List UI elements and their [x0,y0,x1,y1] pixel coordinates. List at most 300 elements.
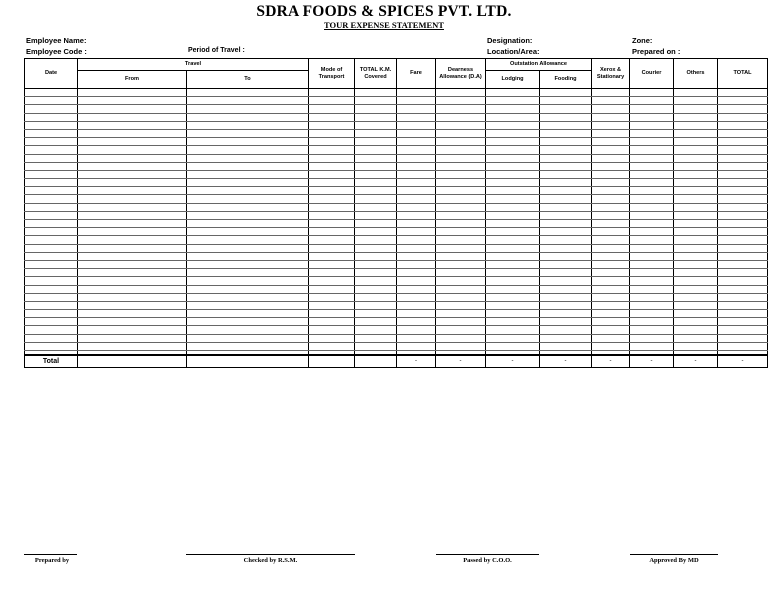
cell-from[interactable] [78,179,187,187]
cell-total[interactable] [718,236,768,244]
cell-da[interactable] [436,105,486,113]
cell-courier[interactable] [630,342,674,350]
cell-da[interactable] [436,220,486,228]
cell-to[interactable] [187,310,309,318]
cell-to[interactable] [187,342,309,350]
cell-date[interactable] [25,342,78,350]
cell-km[interactable] [355,179,397,187]
cell-total[interactable] [718,97,768,105]
cell-da[interactable] [436,285,486,293]
cell-total[interactable] [718,260,768,268]
cell-fooding[interactable] [540,252,592,260]
cell-to[interactable] [187,170,309,178]
cell-total[interactable] [718,129,768,137]
cell-mode[interactable] [309,326,355,334]
cell-da[interactable] [436,89,486,97]
cell-date[interactable] [25,228,78,236]
cell-da[interactable] [436,293,486,301]
cell-xerox[interactable] [592,195,630,203]
cell-date[interactable] [25,105,78,113]
cell-lodging[interactable] [486,220,540,228]
cell-courier[interactable] [630,293,674,301]
cell-da[interactable] [436,138,486,146]
cell-mode[interactable] [309,138,355,146]
cell-fare[interactable] [397,269,436,277]
cell-xerox[interactable] [592,236,630,244]
cell-fare[interactable] [397,334,436,342]
cell-others[interactable] [674,97,718,105]
cell-xerox[interactable] [592,318,630,326]
cell-total[interactable] [718,228,768,236]
cell-xerox[interactable] [592,293,630,301]
cell-others[interactable] [674,277,718,285]
cell-km[interactable] [355,244,397,252]
cell-courier[interactable] [630,334,674,342]
cell-total[interactable] [718,342,768,350]
cell-courier[interactable] [630,260,674,268]
cell-lodging[interactable] [486,252,540,260]
cell-da[interactable] [436,195,486,203]
cell-from[interactable] [78,244,187,252]
cell-fare[interactable] [397,342,436,350]
cell-from[interactable] [78,203,187,211]
cell-courier[interactable] [630,121,674,129]
cell-others[interactable] [674,187,718,195]
cell-to[interactable] [187,154,309,162]
cell-from[interactable] [78,342,187,350]
cell-mode[interactable] [309,301,355,309]
cell-others[interactable] [674,162,718,170]
cell-fare[interactable] [397,97,436,105]
cell-mode[interactable] [309,236,355,244]
cell-courier[interactable] [630,244,674,252]
cell-courier[interactable] [630,277,674,285]
cell-lodging[interactable] [486,334,540,342]
cell-fooding[interactable] [540,113,592,121]
cell-fooding[interactable] [540,310,592,318]
cell-mode[interactable] [309,293,355,301]
cell-from[interactable] [78,236,187,244]
cell-lodging[interactable] [486,211,540,219]
cell-courier[interactable] [630,301,674,309]
cell-fare[interactable] [397,285,436,293]
cell-mode[interactable] [309,342,355,350]
cell-da[interactable] [436,244,486,252]
cell-da[interactable] [436,179,486,187]
cell-courier[interactable] [630,195,674,203]
cell-da[interactable] [436,162,486,170]
cell-fare[interactable] [397,187,436,195]
cell-mode[interactable] [309,89,355,97]
cell-fare[interactable] [397,195,436,203]
cell-fare[interactable] [397,310,436,318]
cell-fooding[interactable] [540,260,592,268]
cell-date[interactable] [25,301,78,309]
cell-lodging[interactable] [486,285,540,293]
cell-from[interactable] [78,113,187,121]
cell-lodging[interactable] [486,187,540,195]
cell-from[interactable] [78,269,187,277]
cell-xerox[interactable] [592,113,630,121]
cell-fare[interactable] [397,228,436,236]
cell-to[interactable] [187,203,309,211]
cell-courier[interactable] [630,89,674,97]
cell-fooding[interactable] [540,277,592,285]
cell-lodging[interactable] [486,89,540,97]
cell-others[interactable] [674,318,718,326]
cell-km[interactable] [355,170,397,178]
cell-date[interactable] [25,252,78,260]
cell-courier[interactable] [630,318,674,326]
cell-mode[interactable] [309,252,355,260]
cell-total[interactable] [718,121,768,129]
cell-xerox[interactable] [592,269,630,277]
cell-xerox[interactable] [592,301,630,309]
cell-xerox[interactable] [592,285,630,293]
cell-xerox[interactable] [592,310,630,318]
cell-from[interactable] [78,334,187,342]
cell-km[interactable] [355,154,397,162]
cell-xerox[interactable] [592,105,630,113]
cell-km[interactable] [355,121,397,129]
cell-km[interactable] [355,146,397,154]
cell-da[interactable] [436,252,486,260]
cell-from[interactable] [78,318,187,326]
cell-mode[interactable] [309,334,355,342]
cell-fare[interactable] [397,220,436,228]
cell-from[interactable] [78,187,187,195]
cell-others[interactable] [674,146,718,154]
cell-others[interactable] [674,138,718,146]
cell-to[interactable] [187,301,309,309]
cell-lodging[interactable] [486,129,540,137]
cell-fooding[interactable] [540,129,592,137]
cell-to[interactable] [187,179,309,187]
cell-mode[interactable] [309,277,355,285]
cell-date[interactable] [25,326,78,334]
cell-fare[interactable] [397,179,436,187]
cell-to[interactable] [187,277,309,285]
cell-from[interactable] [78,89,187,97]
cell-total[interactable] [718,277,768,285]
cell-others[interactable] [674,211,718,219]
cell-to[interactable] [187,89,309,97]
cell-xerox[interactable] [592,89,630,97]
cell-lodging[interactable] [486,195,540,203]
cell-others[interactable] [674,220,718,228]
cell-da[interactable] [436,260,486,268]
cell-km[interactable] [355,89,397,97]
cell-da[interactable] [436,97,486,105]
cell-to[interactable] [187,285,309,293]
cell-courier[interactable] [630,203,674,211]
cell-lodging[interactable] [486,277,540,285]
cell-da[interactable] [436,310,486,318]
cell-date[interactable] [25,310,78,318]
cell-date[interactable] [25,146,78,154]
cell-others[interactable] [674,179,718,187]
cell-others[interactable] [674,293,718,301]
cell-fooding[interactable] [540,162,592,170]
cell-date[interactable] [25,129,78,137]
cell-to[interactable] [187,162,309,170]
cell-fooding[interactable] [540,211,592,219]
cell-from[interactable] [78,260,187,268]
cell-fooding[interactable] [540,195,592,203]
cell-lodging[interactable] [486,293,540,301]
cell-others[interactable] [674,244,718,252]
cell-to[interactable] [187,105,309,113]
cell-date[interactable] [25,244,78,252]
cell-mode[interactable] [309,146,355,154]
cell-km[interactable] [355,162,397,170]
cell-from[interactable] [78,285,187,293]
cell-fooding[interactable] [540,244,592,252]
cell-total[interactable] [718,244,768,252]
cell-km[interactable] [355,195,397,203]
cell-km[interactable] [355,277,397,285]
cell-km[interactable] [355,293,397,301]
cell-xerox[interactable] [592,220,630,228]
cell-fooding[interactable] [540,236,592,244]
cell-da[interactable] [436,129,486,137]
cell-mode[interactable] [309,211,355,219]
cell-lodging[interactable] [486,269,540,277]
cell-from[interactable] [78,301,187,309]
cell-mode[interactable] [309,310,355,318]
cell-fooding[interactable] [540,293,592,301]
cell-date[interactable] [25,260,78,268]
cell-date[interactable] [25,318,78,326]
cell-fooding[interactable] [540,179,592,187]
cell-courier[interactable] [630,113,674,121]
cell-to[interactable] [187,146,309,154]
cell-fare[interactable] [397,277,436,285]
cell-xerox[interactable] [592,326,630,334]
cell-da[interactable] [436,277,486,285]
cell-xerox[interactable] [592,170,630,178]
cell-fooding[interactable] [540,138,592,146]
cell-km[interactable] [355,236,397,244]
cell-fooding[interactable] [540,228,592,236]
cell-courier[interactable] [630,138,674,146]
cell-others[interactable] [674,342,718,350]
cell-xerox[interactable] [592,228,630,236]
cell-fare[interactable] [397,162,436,170]
cell-km[interactable] [355,285,397,293]
cell-total[interactable] [718,310,768,318]
cell-lodging[interactable] [486,170,540,178]
cell-to[interactable] [187,220,309,228]
cell-total[interactable] [718,154,768,162]
cell-lodging[interactable] [486,342,540,350]
cell-others[interactable] [674,121,718,129]
cell-mode[interactable] [309,162,355,170]
cell-fare[interactable] [397,105,436,113]
cell-xerox[interactable] [592,138,630,146]
cell-from[interactable] [78,211,187,219]
cell-mode[interactable] [309,228,355,236]
cell-xerox[interactable] [592,121,630,129]
cell-total[interactable] [718,105,768,113]
cell-fooding[interactable] [540,121,592,129]
cell-others[interactable] [674,301,718,309]
cell-da[interactable] [436,154,486,162]
cell-km[interactable] [355,203,397,211]
cell-xerox[interactable] [592,146,630,154]
cell-courier[interactable] [630,105,674,113]
cell-da[interactable] [436,113,486,121]
cell-total[interactable] [718,89,768,97]
cell-km[interactable] [355,113,397,121]
cell-fooding[interactable] [540,146,592,154]
cell-km[interactable] [355,228,397,236]
cell-date[interactable] [25,334,78,342]
cell-km[interactable] [355,310,397,318]
cell-courier[interactable] [630,187,674,195]
cell-date[interactable] [25,195,78,203]
cell-da[interactable] [436,334,486,342]
cell-mode[interactable] [309,187,355,195]
cell-courier[interactable] [630,285,674,293]
cell-courier[interactable] [630,170,674,178]
cell-fooding[interactable] [540,318,592,326]
cell-lodging[interactable] [486,179,540,187]
cell-from[interactable] [78,195,187,203]
cell-fare[interactable] [397,138,436,146]
cell-da[interactable] [436,121,486,129]
cell-fare[interactable] [397,89,436,97]
cell-fooding[interactable] [540,269,592,277]
cell-date[interactable] [25,236,78,244]
cell-fooding[interactable] [540,285,592,293]
cell-da[interactable] [436,187,486,195]
cell-km[interactable] [355,97,397,105]
cell-lodging[interactable] [486,260,540,268]
cell-da[interactable] [436,236,486,244]
cell-xerox[interactable] [592,97,630,105]
cell-lodging[interactable] [486,138,540,146]
cell-courier[interactable] [630,220,674,228]
cell-from[interactable] [78,121,187,129]
cell-date[interactable] [25,220,78,228]
cell-to[interactable] [187,138,309,146]
cell-total[interactable] [718,170,768,178]
cell-km[interactable] [355,220,397,228]
cell-lodging[interactable] [486,318,540,326]
cell-total[interactable] [718,211,768,219]
cell-km[interactable] [355,138,397,146]
cell-da[interactable] [436,228,486,236]
cell-fare[interactable] [397,326,436,334]
cell-km[interactable] [355,269,397,277]
cell-to[interactable] [187,269,309,277]
cell-others[interactable] [674,326,718,334]
cell-total[interactable] [718,138,768,146]
cell-total[interactable] [718,203,768,211]
cell-to[interactable] [187,121,309,129]
cell-lodging[interactable] [486,113,540,121]
cell-others[interactable] [674,334,718,342]
cell-km[interactable] [355,252,397,260]
cell-fooding[interactable] [540,89,592,97]
cell-to[interactable] [187,244,309,252]
cell-mode[interactable] [309,203,355,211]
cell-xerox[interactable] [592,244,630,252]
cell-fare[interactable] [397,318,436,326]
cell-date[interactable] [25,113,78,121]
cell-mode[interactable] [309,318,355,326]
cell-to[interactable] [187,318,309,326]
cell-fooding[interactable] [540,170,592,178]
cell-lodging[interactable] [486,203,540,211]
cell-from[interactable] [78,220,187,228]
cell-fare[interactable] [397,129,436,137]
cell-date[interactable] [25,97,78,105]
cell-others[interactable] [674,236,718,244]
cell-mode[interactable] [309,269,355,277]
cell-da[interactable] [436,203,486,211]
cell-from[interactable] [78,105,187,113]
cell-xerox[interactable] [592,260,630,268]
cell-to[interactable] [187,187,309,195]
cell-to[interactable] [187,260,309,268]
cell-xerox[interactable] [592,277,630,285]
cell-date[interactable] [25,162,78,170]
cell-date[interactable] [25,138,78,146]
cell-date[interactable] [25,170,78,178]
cell-others[interactable] [674,105,718,113]
cell-others[interactable] [674,310,718,318]
cell-from[interactable] [78,252,187,260]
cell-fare[interactable] [397,146,436,154]
cell-lodging[interactable] [486,121,540,129]
cell-to[interactable] [187,236,309,244]
cell-fare[interactable] [397,154,436,162]
cell-from[interactable] [78,170,187,178]
cell-fooding[interactable] [540,154,592,162]
cell-from[interactable] [78,310,187,318]
cell-courier[interactable] [630,129,674,137]
cell-fare[interactable] [397,211,436,219]
cell-lodging[interactable] [486,228,540,236]
cell-from[interactable] [78,154,187,162]
cell-date[interactable] [25,285,78,293]
cell-courier[interactable] [630,146,674,154]
cell-xerox[interactable] [592,129,630,137]
cell-from[interactable] [78,277,187,285]
cell-total[interactable] [718,220,768,228]
cell-fare[interactable] [397,121,436,129]
cell-total[interactable] [718,326,768,334]
cell-date[interactable] [25,211,78,219]
cell-others[interactable] [674,113,718,121]
cell-from[interactable] [78,162,187,170]
cell-total[interactable] [718,293,768,301]
cell-fooding[interactable] [540,220,592,228]
cell-courier[interactable] [630,228,674,236]
cell-mode[interactable] [309,244,355,252]
cell-lodging[interactable] [486,244,540,252]
cell-km[interactable] [355,105,397,113]
cell-km[interactable] [355,334,397,342]
cell-lodging[interactable] [486,154,540,162]
cell-mode[interactable] [309,179,355,187]
cell-courier[interactable] [630,310,674,318]
cell-lodging[interactable] [486,310,540,318]
cell-km[interactable] [355,301,397,309]
cell-lodging[interactable] [486,236,540,244]
